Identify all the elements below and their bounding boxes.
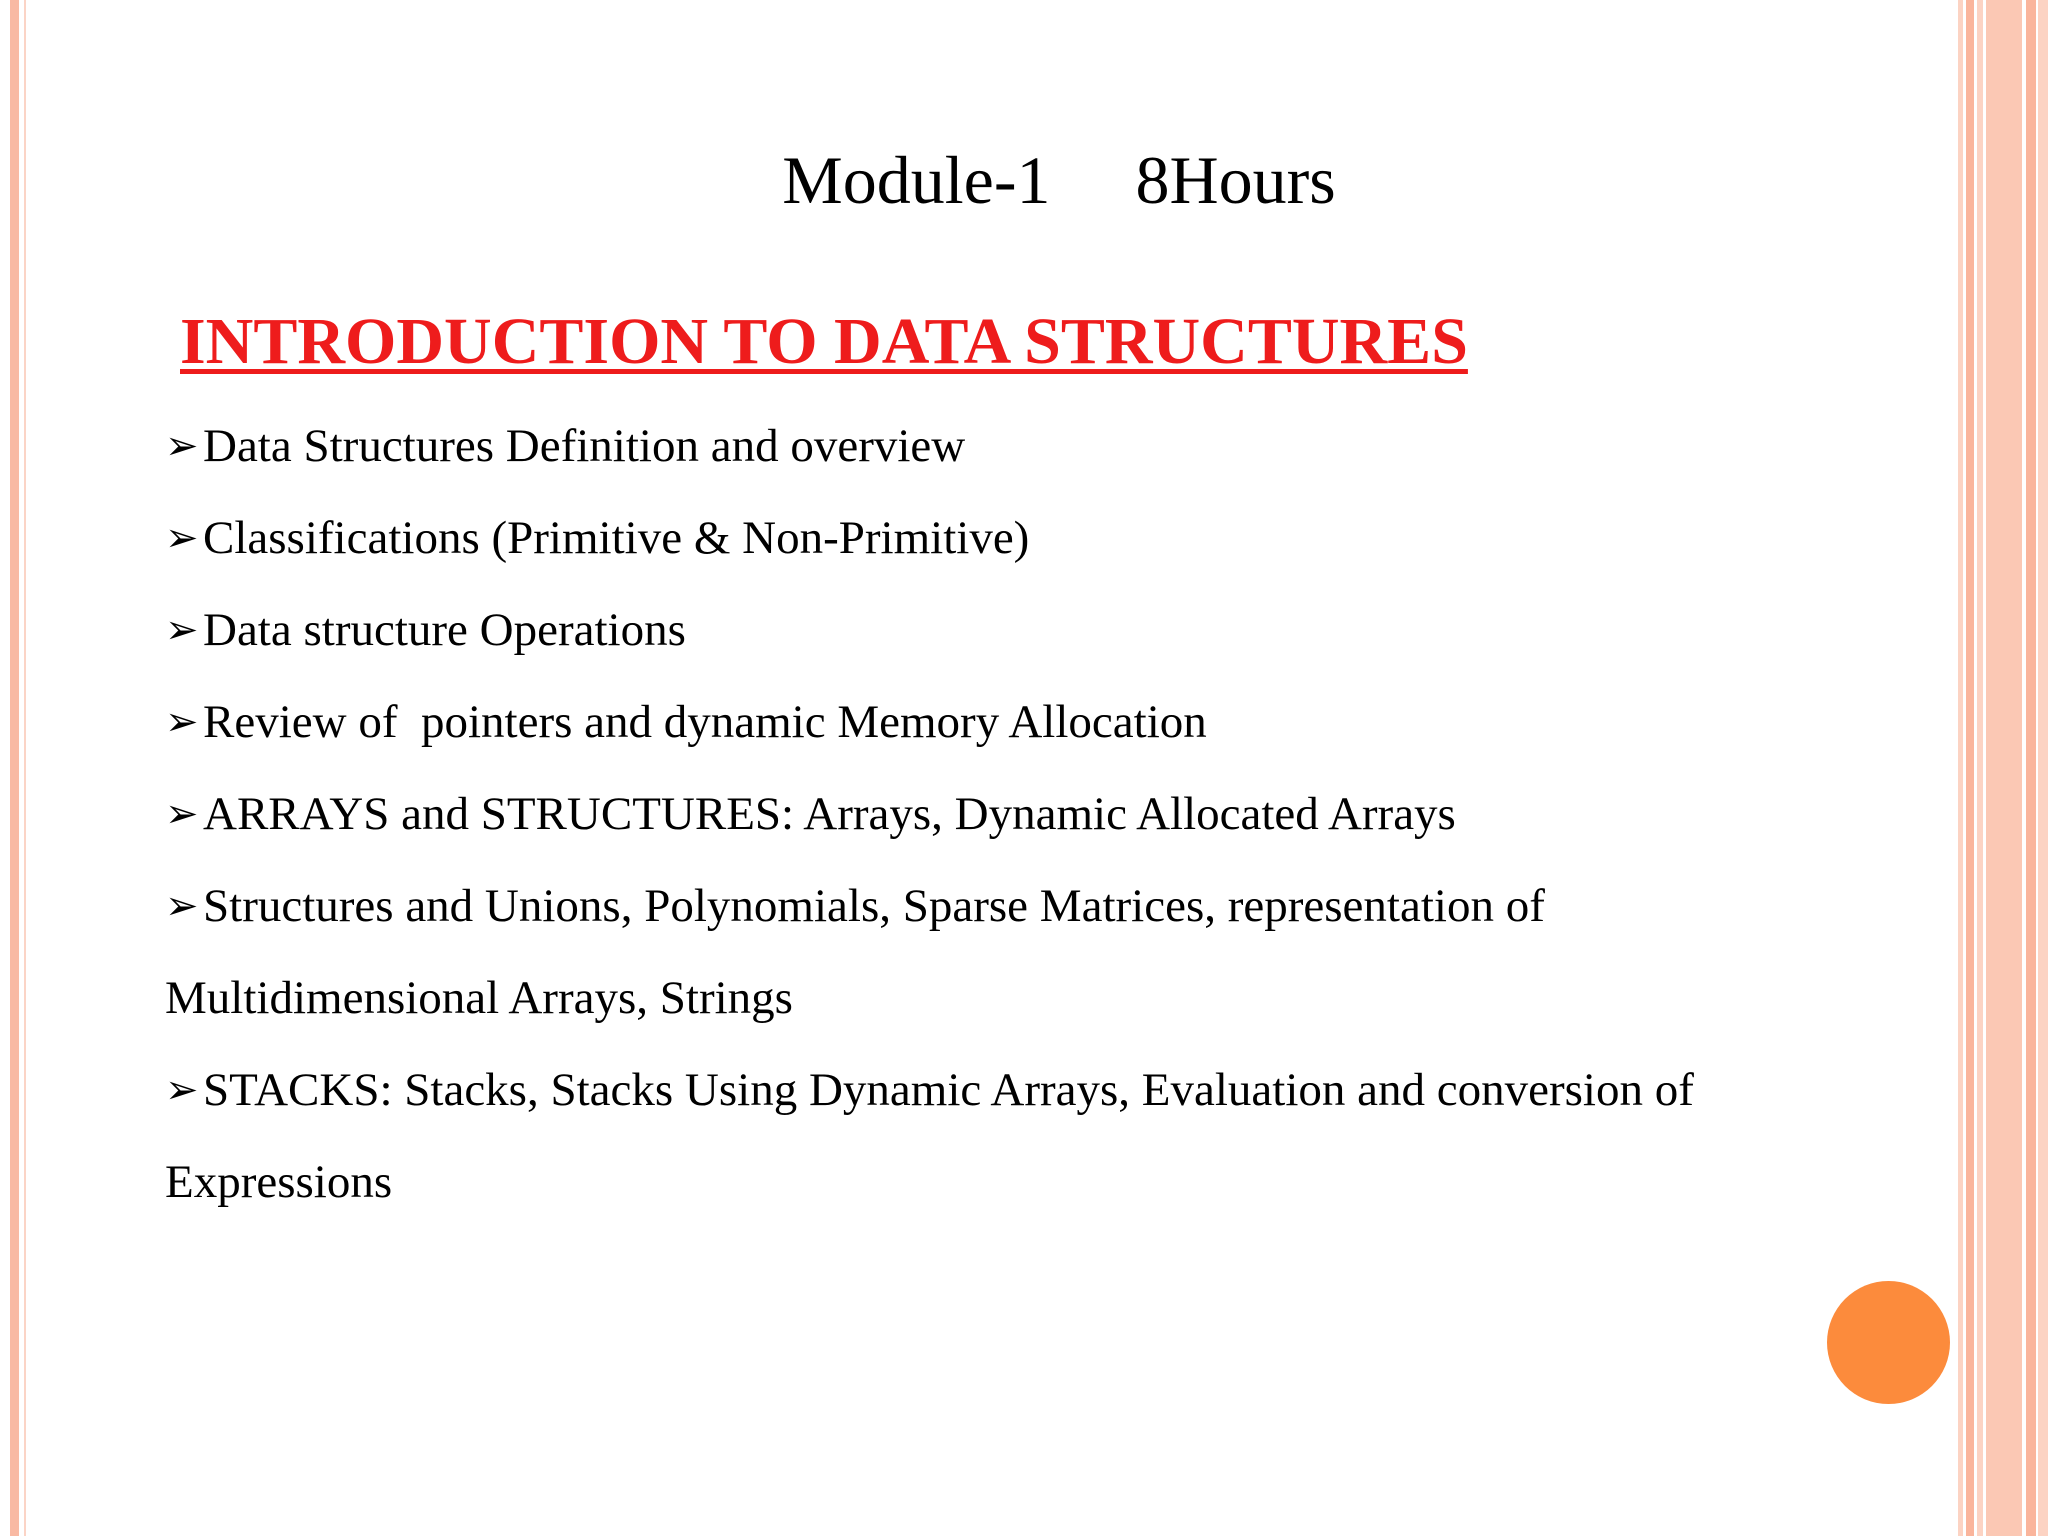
right-border-stripe	[1986, 0, 2022, 1536]
left-border-line	[10, 0, 19, 1536]
list-item	[165, 676, 1905, 768]
arrow-bullet-icon: ➢	[165, 883, 199, 929]
list-item-text: Review of pointers and dynamic Memory Allocation	[203, 696, 1207, 748]
list-item-continuation: Expressions	[165, 1156, 393, 1208]
list-item	[165, 492, 1905, 584]
arrow-bullet-icon: ➢	[165, 607, 199, 653]
decorative-circle	[1827, 1281, 1950, 1404]
list-item-text: STACKS: Stacks, Stacks Using Dynamic Arrays, Evaluation and conversion of	[203, 1064, 1694, 1116]
list-item	[165, 768, 1905, 860]
right-border-stripe	[1958, 0, 1963, 1536]
list-item-text: Data Structures Definition and overview	[203, 420, 966, 472]
list-item	[165, 584, 1905, 676]
right-border-stripe	[1966, 0, 1974, 1536]
list-item-text: ARRAYS and STRUCTURES: Arrays, Dynamic Allocated Arrays	[203, 788, 1456, 840]
left-border-thin-line	[24, 0, 26, 1536]
list-item	[165, 860, 1905, 952]
list-item-continuation: Multidimensional Arrays, Strings	[165, 972, 793, 1024]
right-border-stripe	[2038, 0, 2048, 1536]
arrow-bullet-icon: ➢	[165, 1067, 199, 1113]
arrow-bullet-icon: ➢	[165, 791, 199, 837]
list-item-text: Data structure Operations	[203, 604, 686, 656]
hours-label: 8Hours	[1135, 142, 1336, 218]
list-item	[165, 1044, 1905, 1136]
module-label: Module-1	[782, 142, 1051, 218]
arrow-bullet-icon: ➢	[165, 423, 199, 469]
arrow-bullet-icon: ➢	[165, 515, 199, 561]
list-item-text: Structures and Unions, Polynomials, Sparse Matrices, representation of	[203, 880, 1545, 932]
list-item-text: Classifications (Primitive & Non-Primitive)	[203, 512, 1030, 564]
arrow-bullet-icon: ➢	[165, 699, 199, 745]
list-item	[165, 400, 1905, 492]
right-border-stripe	[1977, 0, 1983, 1536]
module-title	[0, 140, 2048, 220]
section-heading: INTRODUCTION TO DATA STRUCTURES	[180, 305, 1468, 378]
bullet-list	[165, 400, 1905, 1228]
right-border-stripe	[2026, 0, 2036, 1536]
